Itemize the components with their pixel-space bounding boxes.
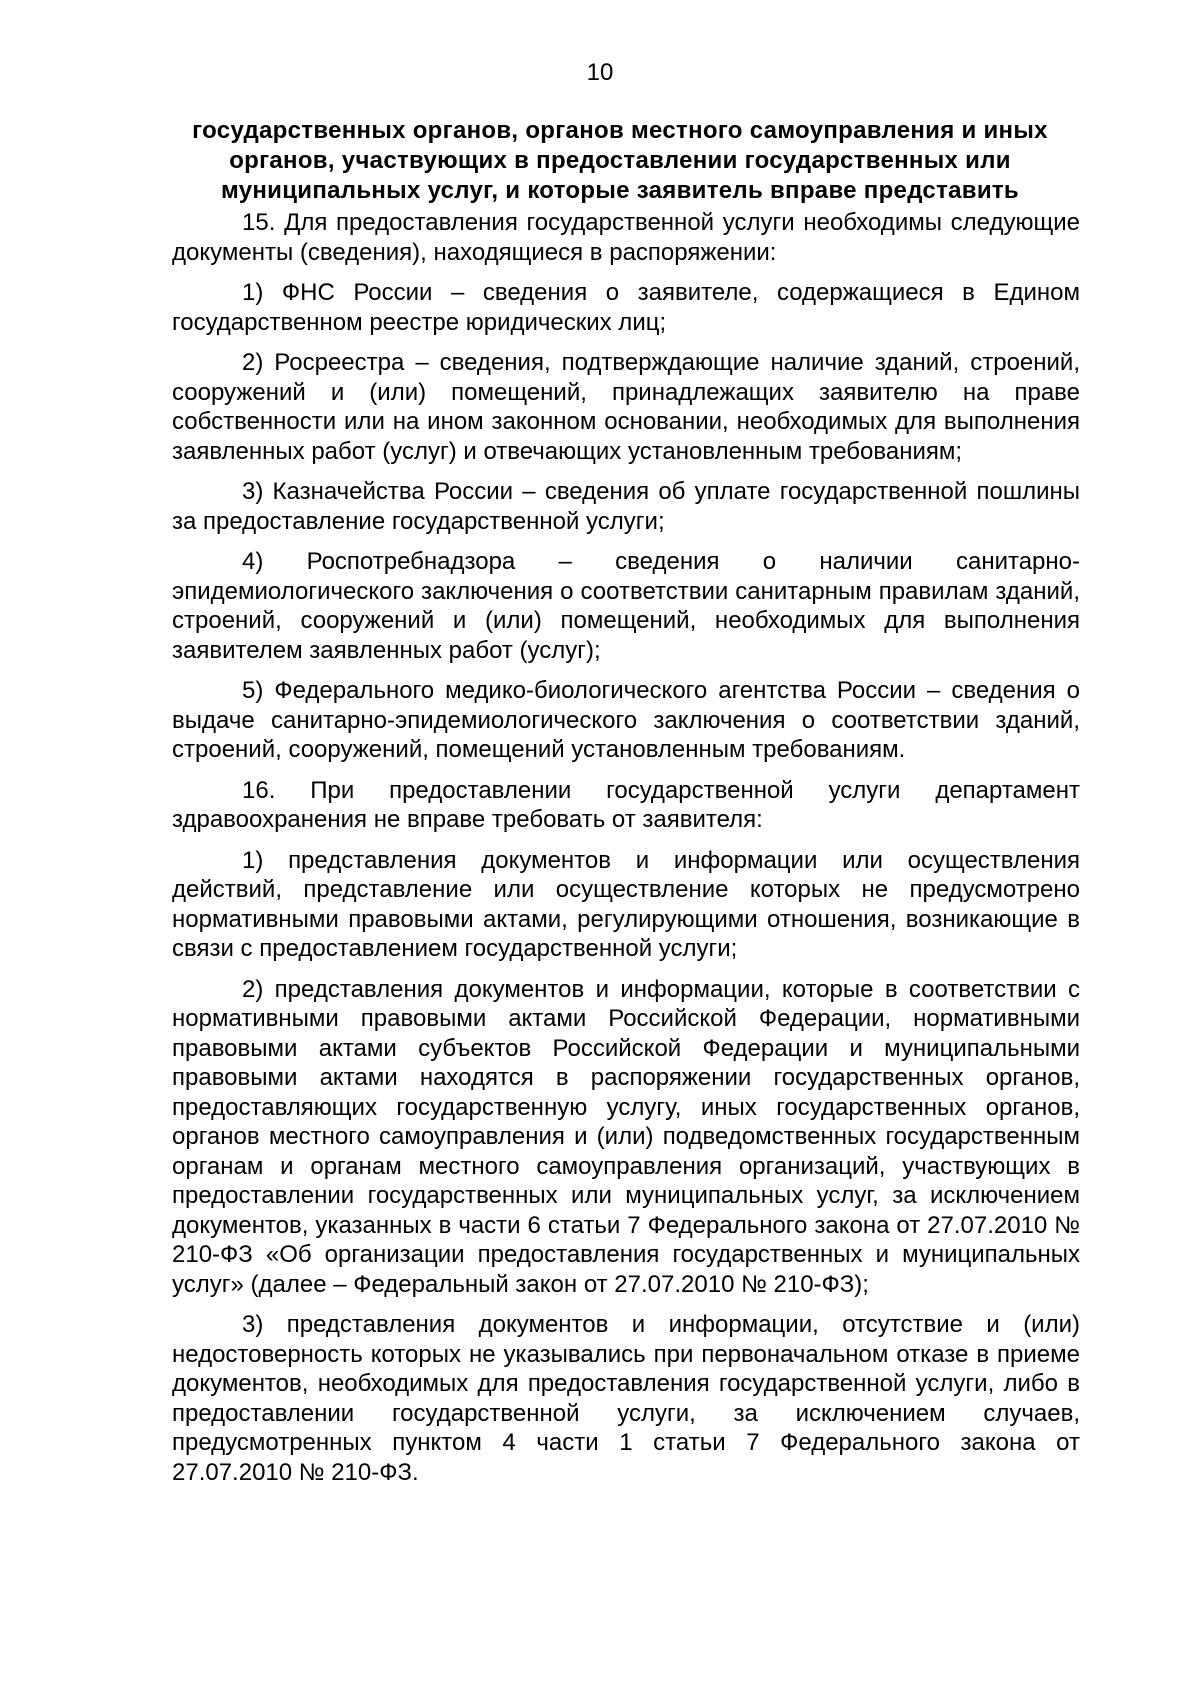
paragraph-16-item-3: 3) представления документов и информации, отсутствие и (или) недостоверность которых не указывались при первоначальном отказе в приеме документов, необходимых для предоставления государственной услуги, либо в предоставлении государственной услуги, за исключением случаев, предусмотренных пунктом 4 части 1 статьи 7 Федерального закона от 27.07.2010 № 210-ФЗ. [172, 1311, 1080, 1486]
paragraph-15-intro: 15. Для предоставления государственной услуги необходимы следующие документы (сведения), находящиеся в распоряжении: [172, 209, 1080, 266]
page-number: 10 [586, 59, 614, 86]
document-body [172, 208, 1080, 1498]
paragraph-16-item-1: 1) представления документов и информации или осуществления действий, представление или осуществление которых не предусмотрено нормативными правовыми актами, регулирующими отношения, возникающие в связи с предоставлением государственной услуги; [172, 846, 1080, 962]
paragraph-15-item-2: 2) Росреестра – сведения, подтверждающие наличие зданий, строений, сооружений и (или) помещений, принадлежащих заявителю на праве собственности или на ином законном основании, необходимых для выполнения заявленных работ (услуг) и отвечающих установленным требованиям; [172, 349, 1080, 465]
paragraph-16-item-2: 2) представления документов и информации, которые в соответствии с нормативными правовыми актами Российской Федерации, нормативными правовыми актами субъектов Российской Федерации и муниципальными правовыми актами находятся в распоряжении государственных органов, предоставляющих государственную услугу, иных государственных органов, органов местного самоуправления и (или) подведомственных государственным органам и органам местного самоуправления организаций, участвующих в предоставлении государственных или муниципальных услуг, за исключением документов, указанных в части 6 статьи 7 Федерального закона от 27.07.2010 № 210-ФЗ «Об организации предоставления государственных и муниципальных услуг» (далее – Федеральный закон от 27.07.2010 № 210-ФЗ); [172, 975, 1080, 1298]
paragraph-15-item-3: 3) Казначейства России – сведения об уплате государственной пошлины за предоставление государственной услуги; [172, 478, 1080, 535]
paragraph-15-item-1: 1) ФНС России – сведения о заявителе, содержащиеся в Едином государственном реестре юридических лиц; [172, 279, 1080, 336]
paragraph-16-intro: 16. При предоставлении государственной услуги департамент здравоохранения не вправе требовать от заявителя: [172, 776, 1080, 833]
paragraph-15-item-4: 4) Роспотребнадзора – сведения о наличии санитарно-эпидемиологического заключения о соответствии санитарным правилам зданий, строений, сооружений и (или) помещений, необходимых для выполнения заявителем заявленных работ (услуг); [172, 548, 1080, 664]
paragraph-15-item-5: 5) Федерального медико-биологического агентства России – сведения о выдаче санитарно-эпидемиологического заключения о соответствии зданий, строений, сооружений, помещений установленным требованиям. [172, 677, 1080, 763]
section-heading-continuation: государственных органов, органов местного самоуправления и иных органов, участвующих в предоставлении государственных или муниципальных услуг, и которые заявитель вправе представить [192, 117, 1048, 204]
